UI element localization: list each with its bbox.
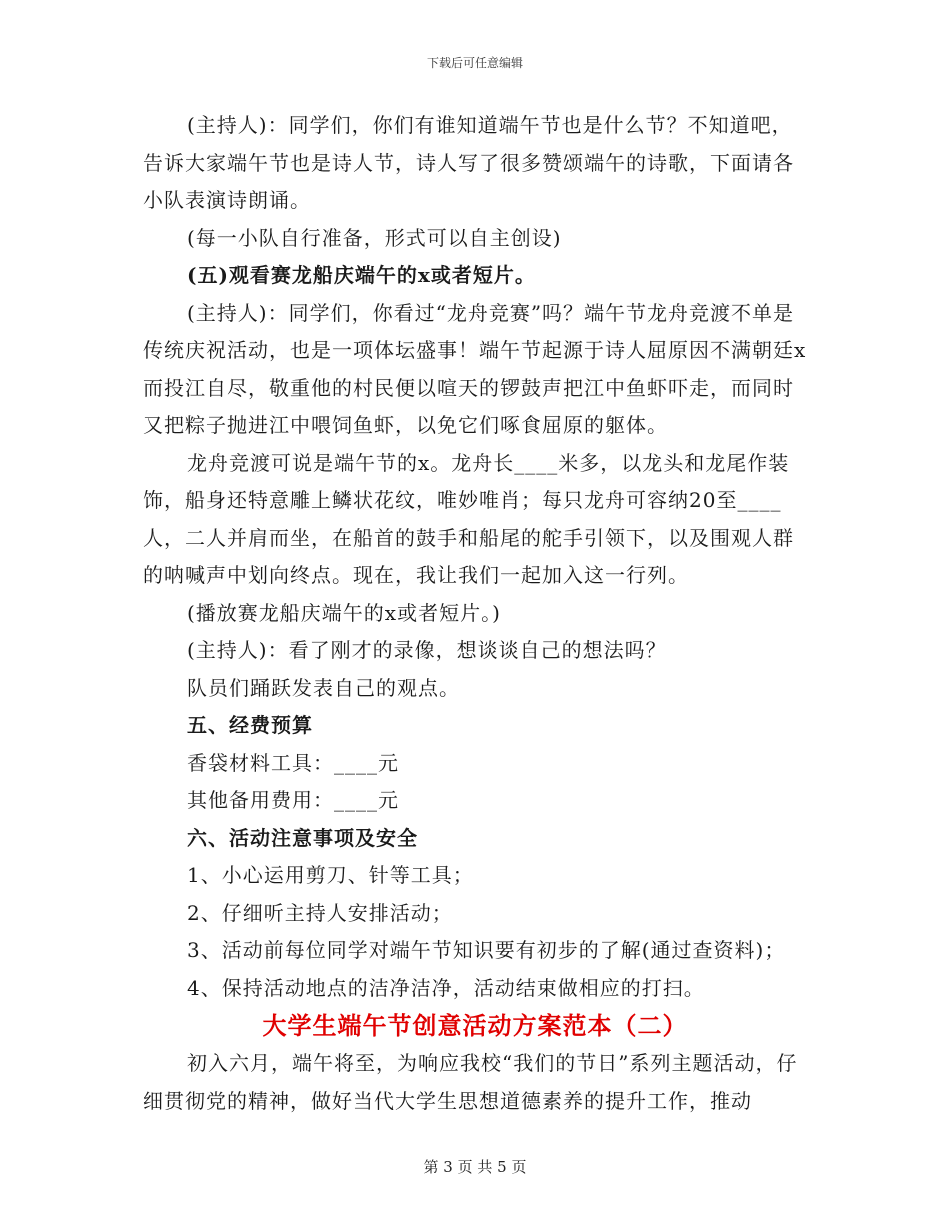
paragraph-dragon-boat-race: (主持人)：同学们，你看过“龙舟竞赛”吗？端午节龙舟竞渡不单是传统庆祝活动，也是一项体坛盛事！端午节起源于诗人屈原因不满朝廷x而投江自尽，敬重他的村民便以喧天的锣鼓声把江中鱼虾吓走，而同时又把粽子抛进江中喂饲鱼虾，以免它们啄食屈原的躯体。 <box>143 300 807 437</box>
budget-item-materials: 香袋材料工具：____元 <box>187 750 399 775</box>
section-heading-safety: 六、活动注意事项及安全 <box>187 825 418 850</box>
section-heading-watch: (五)观看赛龙船庆端午的x或者短片。 <box>187 263 536 287</box>
safety-item-2: 2、仔细听主持人安排活动； <box>187 900 453 925</box>
safety-item-1: 1、小心运用剪刀、针等工具； <box>187 863 474 887</box>
paragraph-host-intro: (主持人)：同学们，你们有谁知道端午节也是什么节？不知道吧，告诉大家端午节也是诗人节，诗人写了很多赞颂端午的诗歌，下面请各小队表演诗朗诵。 <box>143 113 794 212</box>
paragraph-play-video: (播放赛龙船庆端午的x或者短片。) <box>187 600 501 625</box>
budget-item-other: 其他备用费用：____元 <box>187 788 399 812</box>
paragraph-dragon-boat-desc: 龙舟竞渡可说是端午节的x。龙舟长____米多，以龙头和龙尾作装饰，船身还特意雕上鳞状花纹，唯妙唯肖；每只龙舟可容纳20至____人，二人并肩而坐，在船首的鼓手和船尾的舵手引领下，以及围观人群的呐喊声中划向终点。现在，我让我们一起加入这一行列。 <box>143 450 794 587</box>
document-body <box>143 107 807 1120</box>
document-title-part-two: 大学生端午节创意活动方案范本（二） <box>262 1011 688 1040</box>
page-header: 下载后可任意编辑 <box>426 56 523 70</box>
paragraph-host-question: (主持人)：看了刚才的录像，想谈谈自己的想法吗？ <box>187 638 667 662</box>
page-footer: 第 3 页 共 5 页 <box>423 1158 527 1176</box>
paragraph-team-prep: (每一小队自行准备，形式可以自主创设) <box>187 225 562 250</box>
paragraph-team-opinions: 队员们踊跃发表自己的观点。 <box>187 675 460 700</box>
safety-item-4: 4、保持活动地点的洁净洁净，活动结束做相应的打扫。 <box>187 975 705 1000</box>
section-heading-budget: 五、经费预算 <box>187 713 313 737</box>
paragraph-part-two-intro: 初入六月，端午将至，为响应我校“我们的节日”系列主题活动，仔细贯彻党的精神，做好当代大学生思想道德素养的提升工作，推动 <box>143 1051 798 1113</box>
safety-item-3: 3、活动前每位同学对端午节知识要有初步的了解(通过查资料)； <box>187 938 786 962</box>
